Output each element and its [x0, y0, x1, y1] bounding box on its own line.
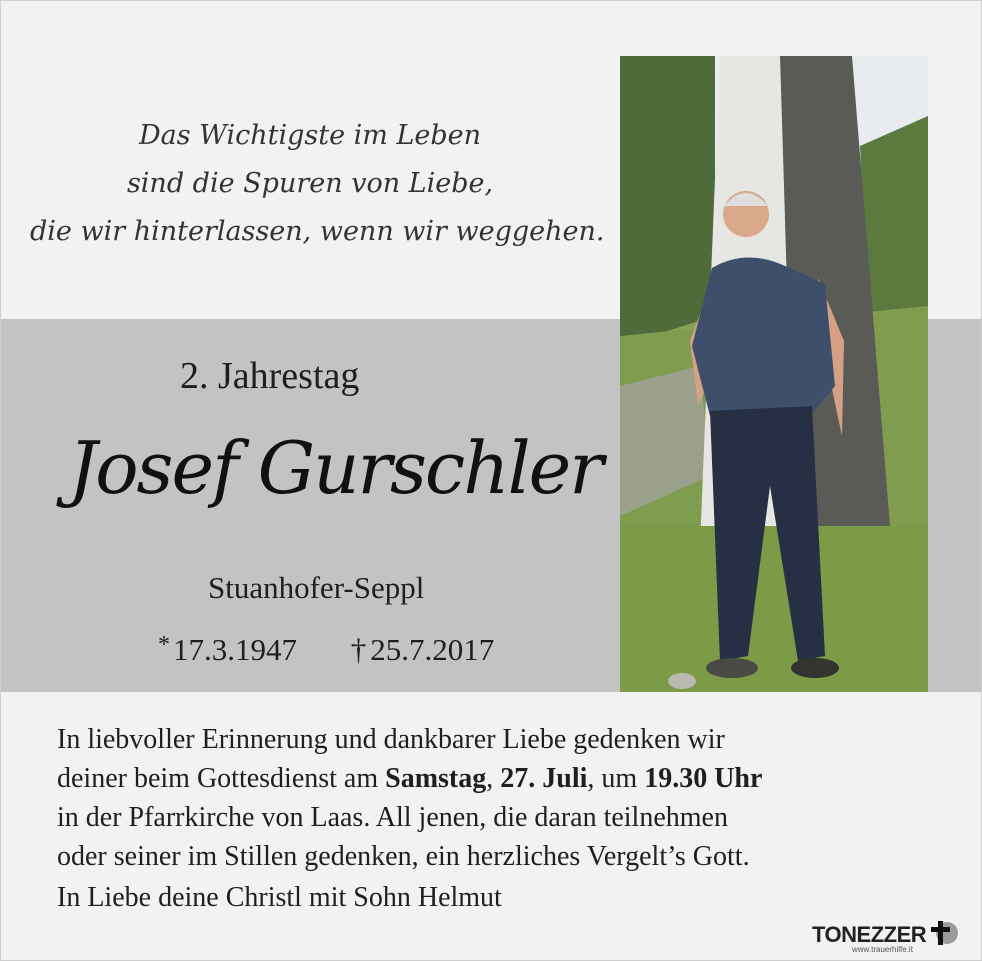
memorial-line-2: [57, 759, 937, 798]
memorial-line-2-um: , um: [587, 763, 645, 794]
portrait-photo: [620, 56, 928, 692]
nickname: Stuanhofer-Seppl: [208, 570, 425, 605]
memorial-line-4: oder seiner im Stillen gedenken, ein herzliches Vergelt’s Gott.: [57, 841, 750, 872]
death-symbol: †: [350, 632, 367, 667]
comma: ,: [486, 763, 501, 794]
quote-line-1: Das Wichtigste im Leben: [138, 120, 482, 151]
memorial-line-1: In liebvoller Erinnerung und dankbarer Liebe gedenken wir: [57, 724, 725, 755]
mass-day: Samstag: [385, 763, 487, 794]
anniversary-heading: 2. Jahrestag: [180, 355, 360, 397]
mass-date: 27. Juli: [500, 763, 588, 794]
death-date: 25.7.2017: [370, 632, 495, 667]
birth-date: 17.3.1947: [173, 632, 297, 667]
quote-line-2: sind die Spuren von Liebe,: [126, 168, 494, 199]
logo-text: TONEZZER: [812, 922, 927, 947]
memorial-line-3: in der Pfarrkirche von Laas. All jenen, die daran teilnehmen: [57, 802, 728, 833]
birth-symbol: *: [158, 632, 170, 658]
memorial-text: [57, 720, 937, 876]
memorial-line-2-text: deiner beim Gottesdienst am: [57, 763, 386, 794]
logo-url: www.trauerhilfe.it: [852, 945, 913, 954]
mass-time: 19.30 Uhr: [644, 763, 763, 794]
life-dates: [158, 632, 494, 668]
deceased-name: Josef Gurschler: [68, 426, 602, 510]
cross-icon: [928, 920, 958, 950]
quote: [30, 112, 605, 256]
quote-line-3: die wir hinterlassen, wenn wir weggehen.: [30, 216, 605, 247]
closing-signature: In Liebe deine Christl mit Sohn Helmut: [57, 882, 502, 913]
